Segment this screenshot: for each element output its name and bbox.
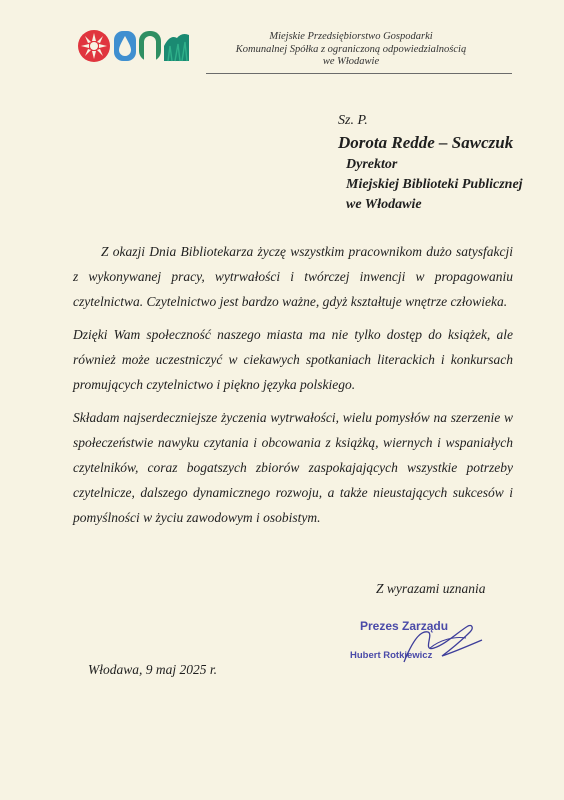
recipient-title: Dyrektor — [346, 157, 398, 172]
recipient-institution: Miejskiej Biblioteki Publicznej — [346, 177, 523, 192]
header-divider — [206, 73, 512, 74]
stamp-title: Prezes Zarządu — [360, 619, 449, 633]
water-drop-icon — [114, 31, 136, 61]
paragraph: Z okazji Dnia Bibliotekarza życzę wszystkim pracownikom dużo satysfakcji z wykonywanej pracy, wytrwałości i twórczej inwencji w propagowaniu czytelnictwa. Czytelnictwo jest bardzo ważne, gdyż kształtuje wnętrze człowieka. — [73, 244, 513, 309]
salutation: Sz. P. — [338, 113, 368, 128]
paragraph: Składam najserdeczniejsze życzenia wytrwałości, wielu pomysłów na szerzenie w społeczeństwie nawyku czytania i obcowania z książką, wiernych i wspaniałych czytelników, coraz bogatszych zbiorów zaspokajających wszystkie potrzeby czytelnicze, dalszego dynamicznego rozwoju, a także nieustających sukcesów i pomyślności w życiu zawodowym i osobistym. — [73, 410, 513, 525]
grass-icon — [164, 34, 189, 61]
recipient-block — [338, 111, 523, 215]
letter-body — [73, 239, 513, 538]
company-name-line3: we Włodawie — [322, 56, 380, 67]
company-header — [206, 31, 496, 69]
paragraph: Dzięki Wam społeczność naszego miasta ma nie tylko dostęp do książek, ale również może uczestniczyć w ciekawych spotkaniach literackich i konkursach promujących czytelnictwo i piękno języka polskiego. — [73, 327, 513, 392]
company-name-line2: Komunalnej Spółka z ograniczoną odpowiedzialnością — [235, 43, 467, 55]
signature-stamp — [342, 612, 502, 674]
leaf-icon — [139, 31, 161, 61]
handwritten-signature — [342, 612, 502, 674]
company-logo — [78, 28, 190, 64]
company-name-line1: Miejskie Przedsiębiorstwo Gospodarki — [269, 31, 433, 42]
closing-phrase: Z wyrazami uznania — [376, 581, 486, 596]
recipient-city: we Włodawie — [346, 197, 422, 212]
stamp-name: Hubert Rotkiewicz — [350, 650, 433, 661]
recipient-name: Dorota Redde – Sawczuk — [338, 133, 514, 152]
place-and-date: Włodawa, 9 maj 2025 r. — [88, 662, 218, 677]
sun-icon — [78, 30, 110, 62]
